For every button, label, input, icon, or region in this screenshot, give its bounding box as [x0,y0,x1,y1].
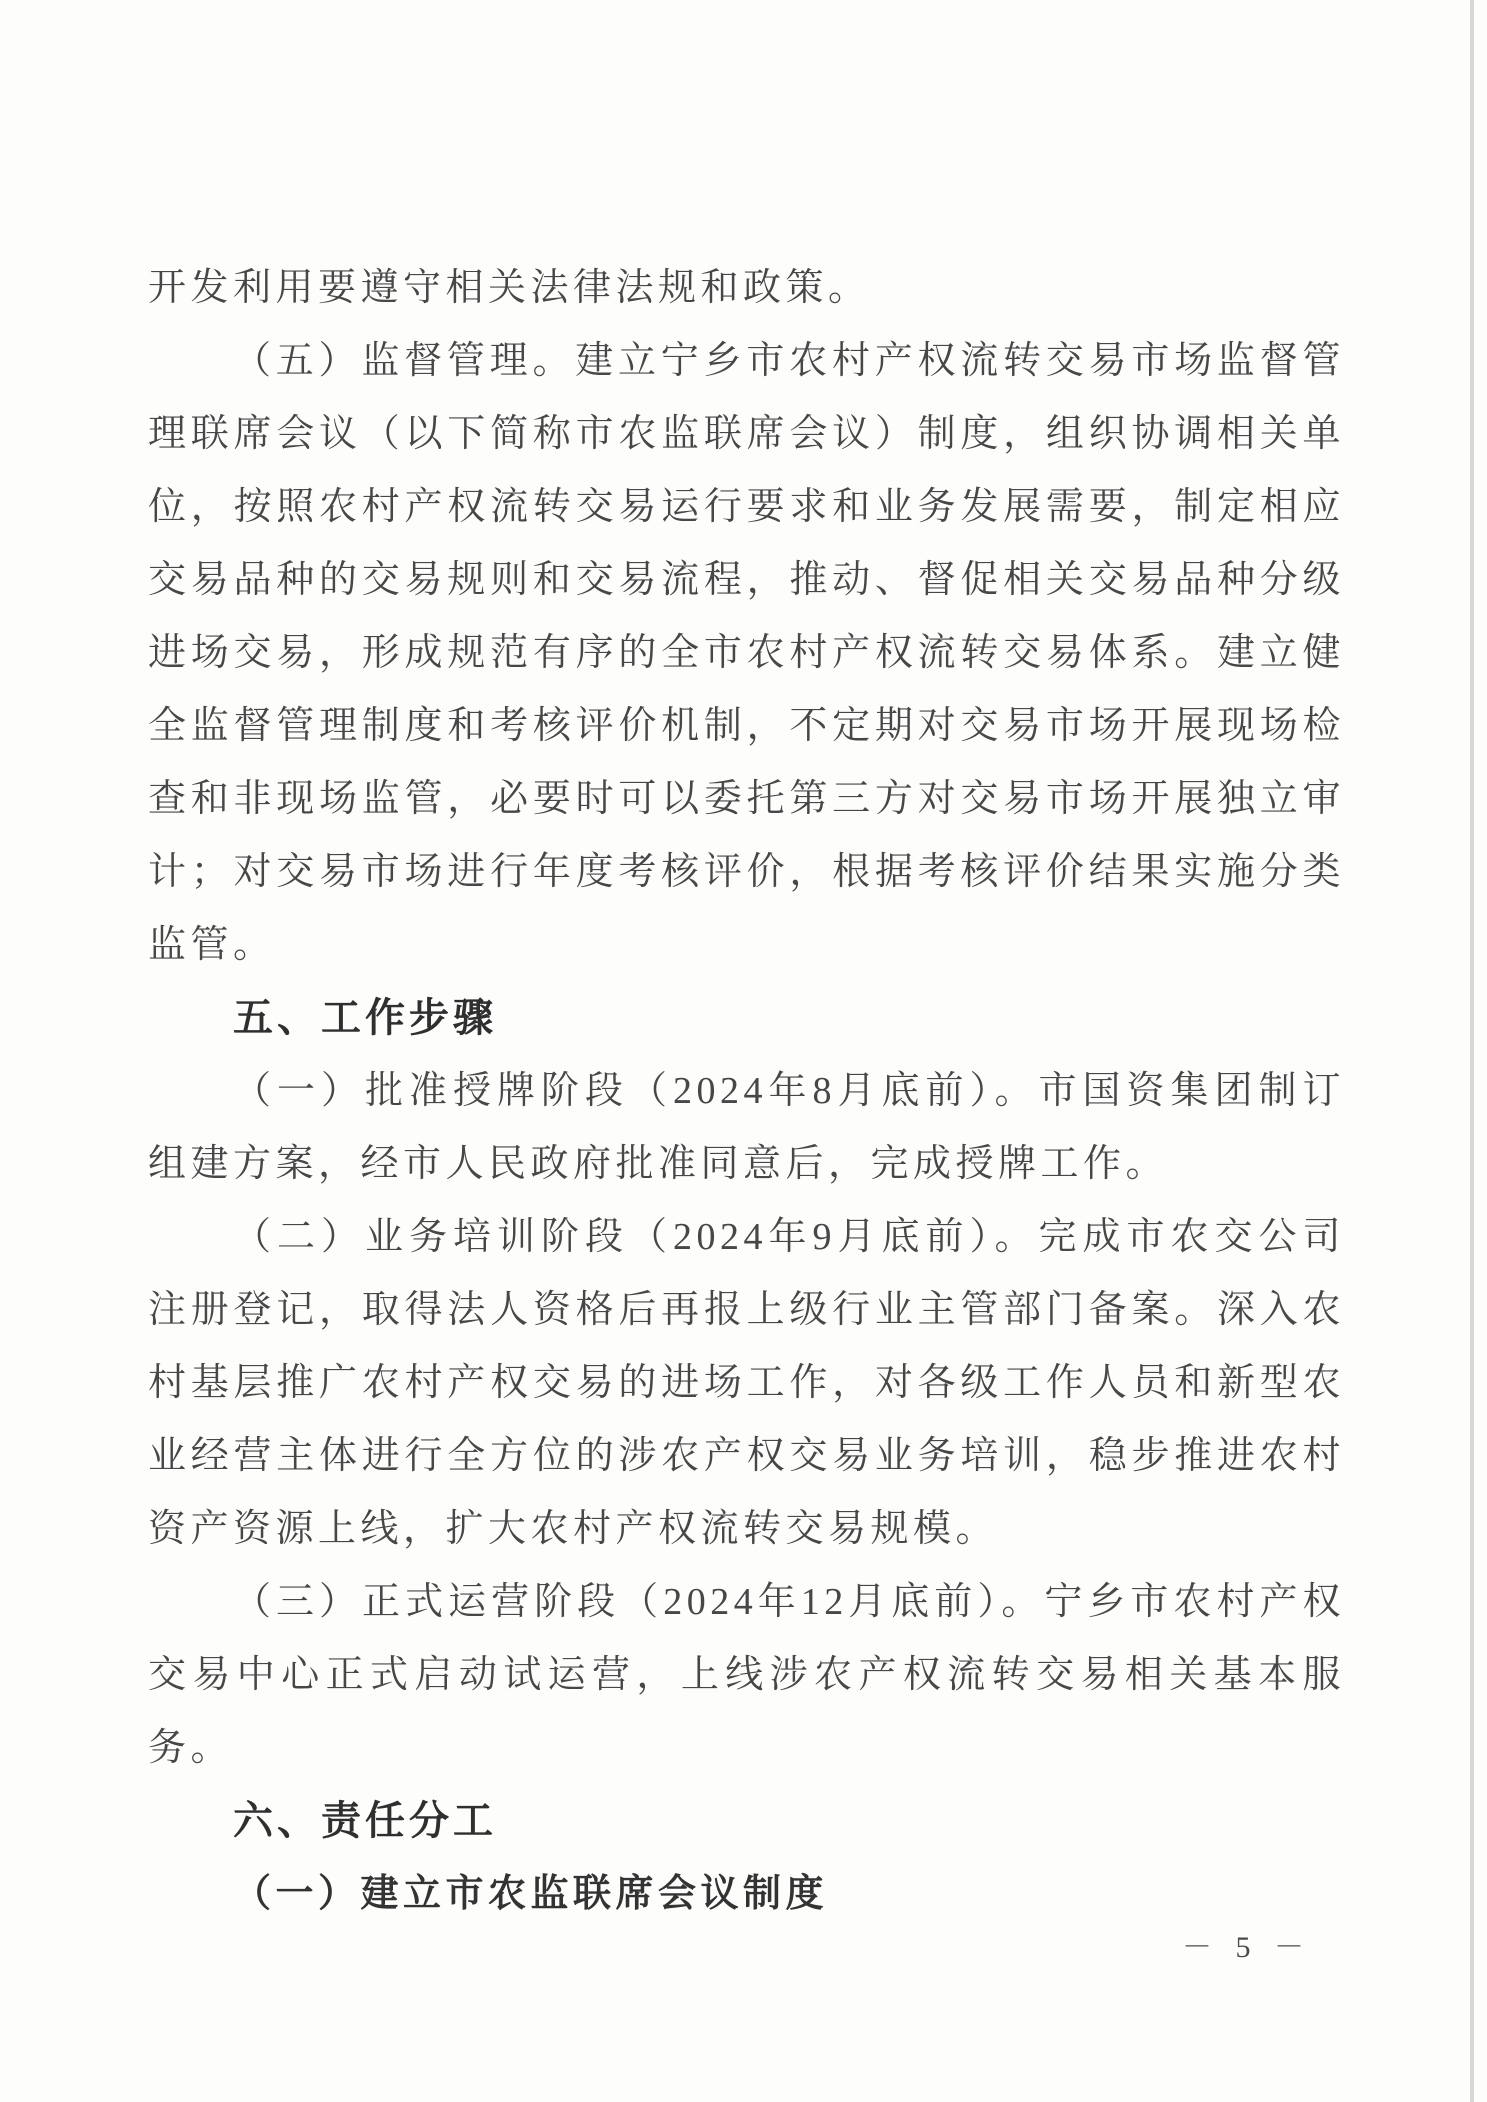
paragraph-section5-supervision: （五）监督管理。建立宁乡市农村产权流转交易市场监督管理联席会议（以下简称市农监联席会议）制度，组织协调相关单位，按照农村产权流转交易运行要求和业务发展需要，制定相应交易品种的交易规则和交易流程，推动、督促相关交易品种分级进场交易，形成规范有序的全市农村产权流转交易体系。建立健全监督管理制度和考核评价机制，不定期对交易市场开展现场检查和非现场监管，必要时可以委托第三方对交易市场开展独立审计；对交易市场进行年度考核评价，根据考核评价结果实施分类监管。 [148,340,1345,966]
subsection-heading-joint-meeting-system: （一）建立市农监联席会议制度 [233,1873,829,1915]
paragraph-stage2-training: （二）业务培训阶段（2024年9月底前）。完成市农交公司注册登记，取得法人资格后再报上级行业主管部门备案。深入农村基层推广农村产权交易的进场工作，对各级工作人员和新型农业经营主体进行全方位的涉农产权交易业务培训，稳步推进农村资产资源上线，扩大农村产权流转交易规模。 [148,1216,1345,1550]
paragraph-stage3-operation: （三）正式运营阶段（2024年12月底前）。宁乡市农村产权交易中心正式启动试运营，上线涉农产权流转交易相关基本服务。 [148,1581,1345,1769]
section-heading-work-steps: 五、工作步骤 [233,996,497,1040]
section-heading-responsibility-division: 六、责任分工 [233,1799,497,1843]
paragraph-continuation: 开发利用要遵守相关法律法规和政策。 [148,267,871,309]
document-body [148,252,1345,1931]
page-number: － 5 － [1182,1931,1312,1964]
paragraph-stage1-approval: （一）批准授牌阶段（2024年8月底前）。市国资集团制订组建方案，经市人民政府批准同意后，完成授牌工作。 [148,1070,1345,1185]
scan-edge-artifact [1470,0,1474,2102]
